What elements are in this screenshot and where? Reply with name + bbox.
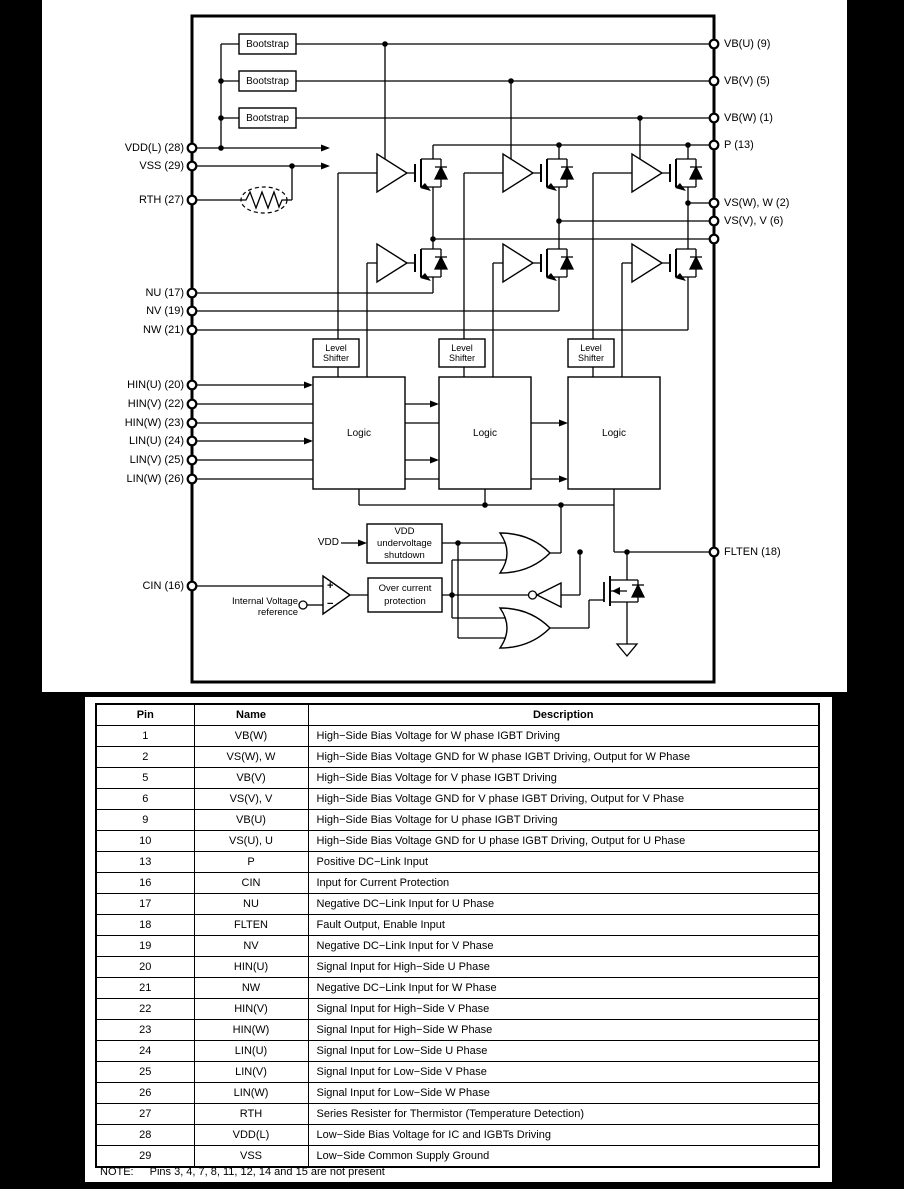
pin-label-hinw: HIN(W) (23)	[124, 417, 184, 429]
pin-label-hinu: HIN(U) (20)	[127, 379, 184, 391]
ref-line2: reference	[257, 607, 298, 618]
name-cell: NW	[194, 978, 308, 999]
desc-cell: Negative DC−Link Input for V Phase	[308, 936, 819, 957]
bootstrap-label: Bootstrap	[246, 112, 289, 124]
header-pin: Pin	[96, 704, 194, 726]
pin-label-vss: VSS (29)	[139, 160, 184, 172]
pin-cell: 24	[96, 1041, 194, 1062]
table-row	[96, 1146, 819, 1168]
ref-line1: Internal Voltage	[231, 596, 298, 607]
pin-label-nw: NW (21)	[143, 324, 184, 336]
header-description: Description	[308, 704, 819, 726]
level-shifter-line1: Level	[325, 343, 347, 353]
pin-label-flten: FLTEN (18)	[724, 546, 781, 558]
pin-label-vsw: VS(W), W (2)	[724, 197, 790, 209]
pin-cell: 19	[96, 936, 194, 957]
name-cell: HIN(W)	[194, 1020, 308, 1041]
pin-cell: 22	[96, 999, 194, 1020]
level-shifter-label	[439, 339, 485, 367]
name-cell: P	[194, 852, 308, 873]
pin-label-cin: CIN (16)	[142, 580, 184, 592]
pin-label-linu: LIN(U) (24)	[128, 435, 184, 447]
logic-label: Logic	[473, 427, 497, 439]
table-row	[96, 1062, 819, 1083]
table-row	[96, 1041, 819, 1062]
name-cell: NV	[194, 936, 308, 957]
name-cell: VS(W), W	[194, 747, 308, 768]
bootstrap-label: Bootstrap	[246, 38, 289, 50]
table-row	[96, 999, 819, 1020]
table-row	[96, 936, 819, 957]
table-row	[96, 852, 819, 873]
internal-voltage-reference-label	[188, 596, 298, 618]
pin-cell: 13	[96, 852, 194, 873]
pin-cell: 27	[96, 1104, 194, 1125]
level-shifter-label	[568, 339, 614, 367]
table-note	[100, 1166, 385, 1178]
pin-label-nv: NV (19)	[146, 305, 184, 317]
level-shifter-line1: Level	[580, 343, 602, 353]
table-row	[96, 789, 819, 810]
desc-cell: Signal Input for High−Side U Phase	[308, 957, 819, 978]
level-shifter-line1: Level	[451, 343, 473, 353]
name-cell: HIN(V)	[194, 999, 308, 1020]
name-cell: HIN(U)	[194, 957, 308, 978]
table-row	[96, 831, 819, 852]
desc-cell: Signal Input for High−Side V Phase	[308, 999, 819, 1020]
desc-cell: Positive DC−Link Input	[308, 852, 819, 873]
name-cell: RTH	[194, 1104, 308, 1125]
pin-description-table	[95, 703, 820, 1168]
desc-cell: High−Side Bias Voltage GND for V phase IGBT Driving, Output for V Phase	[308, 789, 819, 810]
pin-cell: 25	[96, 1062, 194, 1083]
pin-label-vbu: VB(U) (9)	[724, 38, 771, 50]
level-shifter-line2: Shifter	[322, 353, 349, 363]
name-cell: VB(V)	[194, 768, 308, 789]
desc-cell: Signal Input for Low−Side W Phase	[308, 1083, 819, 1104]
pin-cell: 18	[96, 915, 194, 936]
table-row	[96, 894, 819, 915]
desc-cell: Signal Input for High−Side W Phase	[308, 1020, 819, 1041]
table-row	[96, 747, 819, 768]
desc-cell: High−Side Bias Voltage GND for W phase IGBT Driving, Output for W Phase	[308, 747, 819, 768]
table-row	[96, 768, 819, 789]
vdd-feed-label: VDD	[317, 537, 339, 548]
name-cell: NU	[194, 894, 308, 915]
table-header-row	[96, 704, 819, 726]
logic-label: Logic	[347, 427, 371, 439]
note-text: Pins 3, 4, 7, 8, 11, 12, 14 and 15 are not present	[149, 1166, 385, 1178]
desc-cell: Negative DC−Link Input for U Phase	[308, 894, 819, 915]
overcurrent-label	[368, 578, 442, 612]
pin-cell: 29	[96, 1146, 194, 1168]
pin-label-linw: LIN(W) (26)	[126, 473, 184, 485]
table-row	[96, 915, 819, 936]
table-row	[96, 978, 819, 999]
pin-cell: 6	[96, 789, 194, 810]
table-row	[96, 726, 819, 747]
desc-cell: Low−Side Common Supply Ground	[308, 1146, 819, 1168]
pin-cell: 1	[96, 726, 194, 747]
pin-cell: 28	[96, 1125, 194, 1146]
pin-cell: 26	[96, 1083, 194, 1104]
uv-line1: VDD	[394, 525, 415, 537]
bootstrap-label: Bootstrap	[246, 75, 289, 87]
name-cell: FLTEN	[194, 915, 308, 936]
desc-cell: Negative DC−Link Input for W Phase	[308, 978, 819, 999]
pin-label-hinv: HIN(V) (22)	[127, 398, 184, 410]
pin-cell: 2	[96, 747, 194, 768]
table-row	[96, 1020, 819, 1041]
name-cell: LIN(U)	[194, 1041, 308, 1062]
desc-cell: High−Side Bias Voltage for W phase IGBT Driving	[308, 726, 819, 747]
uv-line2: undervoltage	[377, 537, 432, 549]
name-cell: VS(V), V	[194, 789, 308, 810]
logic-label: Logic	[602, 427, 626, 439]
name-cell: VB(W)	[194, 726, 308, 747]
name-cell: LIN(V)	[194, 1062, 308, 1083]
pin-cell: 21	[96, 978, 194, 999]
pin-cell: 9	[96, 810, 194, 831]
table-row	[96, 1125, 819, 1146]
table-row	[96, 810, 819, 831]
header-name: Name	[194, 704, 308, 726]
desc-cell: Signal Input for Low−Side V Phase	[308, 1062, 819, 1083]
pin-label-rth: RTH (27)	[138, 194, 184, 206]
name-cell: VS(U), U	[194, 831, 308, 852]
pin-label-nu: NU (17)	[145, 287, 184, 299]
name-cell: CIN	[194, 873, 308, 894]
name-cell: VSS	[194, 1146, 308, 1168]
name-cell: VB(U)	[194, 810, 308, 831]
table-row	[96, 957, 819, 978]
level-shifter-line2: Shifter	[577, 353, 604, 363]
desc-cell: Signal Input for Low−Side U Phase	[308, 1041, 819, 1062]
desc-cell: High−Side Bias Voltage GND for U phase IGBT Driving, Output for U Phase	[308, 831, 819, 852]
uv-line3: shutdown	[384, 549, 425, 561]
comparator-plus-sign: +	[327, 580, 334, 592]
desc-cell: Series Resister for Thermistor (Temperature Detection)	[308, 1104, 819, 1125]
pin-cell: 17	[96, 894, 194, 915]
pin-cell: 16	[96, 873, 194, 894]
name-cell: LIN(W)	[194, 1083, 308, 1104]
level-shifter-label	[313, 339, 359, 367]
table-row	[96, 873, 819, 894]
pin-label-vsv: VS(V), V (6)	[724, 215, 784, 227]
desc-cell: Fault Output, Enable Input	[308, 915, 819, 936]
desc-cell: Low−Side Bias Voltage for IC and IGBTs Driving	[308, 1125, 819, 1146]
pin-label-vbv: VB(V) (5)	[724, 75, 770, 87]
pin-cell: 10	[96, 831, 194, 852]
pin-label-p: P (13)	[724, 139, 754, 151]
note-label: NOTE:	[100, 1166, 134, 1178]
pin-cell: 5	[96, 768, 194, 789]
pin-cell: 20	[96, 957, 194, 978]
pin-cell: 23	[96, 1020, 194, 1041]
desc-cell: High−Side Bias Voltage for V phase IGBT Driving	[308, 768, 819, 789]
pin-table-body	[96, 726, 819, 1168]
desc-cell: High−Side Bias Voltage for U phase IGBT Driving	[308, 810, 819, 831]
comparator-minus-sign: −	[327, 598, 334, 610]
table-row	[96, 1104, 819, 1125]
desc-cell: Input for Current Protection	[308, 873, 819, 894]
ocp-line2: protection	[384, 596, 426, 607]
pin-label-vddl: VDD(L) (28)	[124, 142, 184, 154]
undervoltage-label	[367, 524, 442, 563]
level-shifter-line2: Shifter	[448, 353, 475, 363]
table-row	[96, 1083, 819, 1104]
pin-label-vbw: VB(W) (1)	[724, 112, 773, 124]
ocp-line1: Over current	[378, 583, 432, 594]
name-cell: VDD(L)	[194, 1125, 308, 1146]
pin-label-linv: LIN(V) (25)	[129, 454, 184, 466]
